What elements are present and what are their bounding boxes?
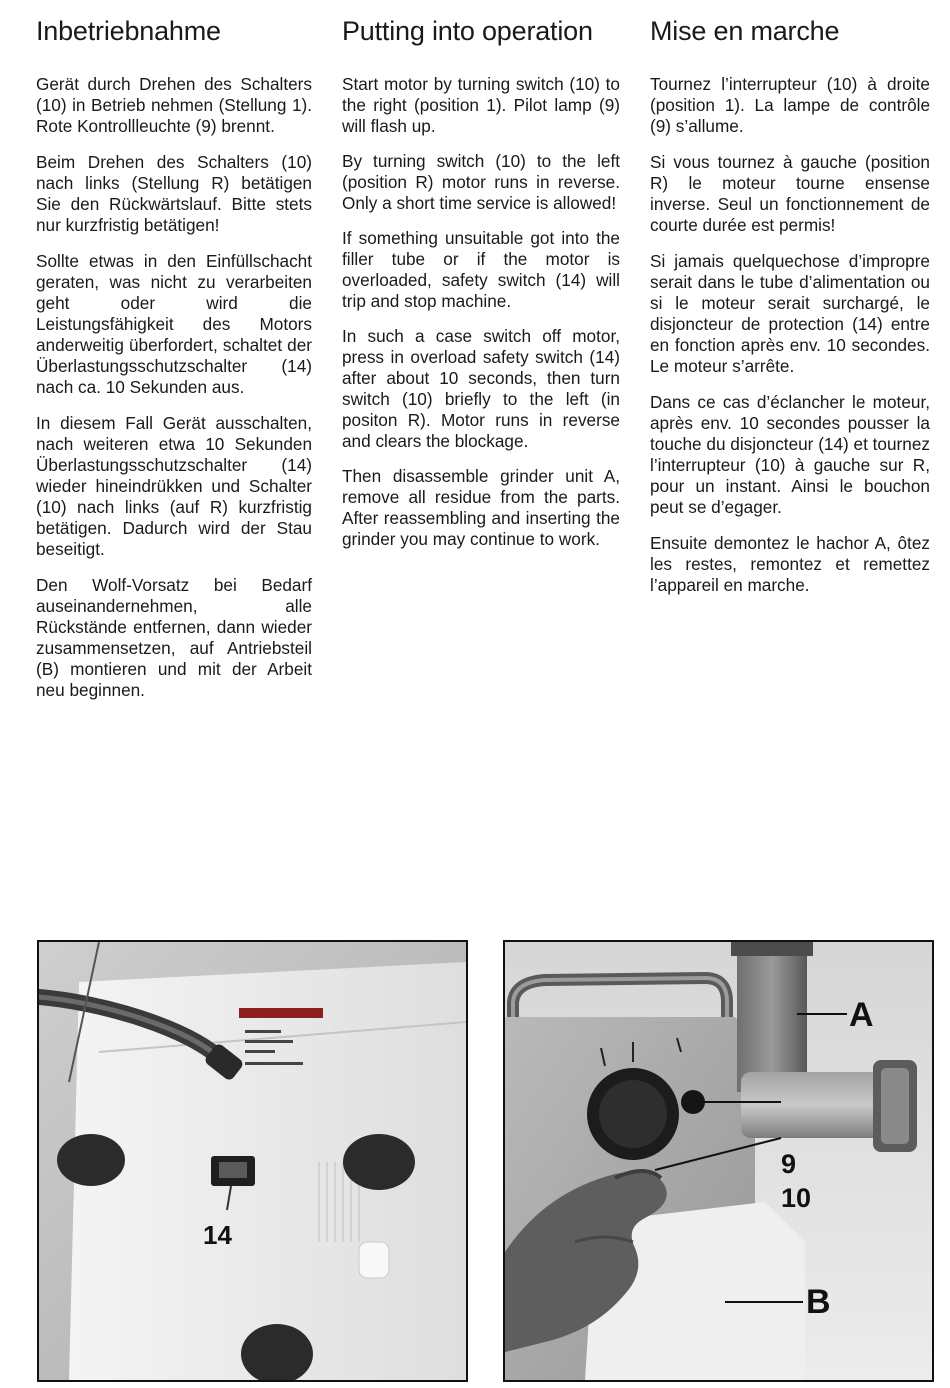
appliance-underside-photo — [37, 940, 468, 1382]
english-paragraph-1: Start motor by turning switch (10) to the right (position 1). Pilot lamp (9) will flash up. — [342, 74, 620, 136]
french-paragraph-3: Si jamais quelquechose d’impropre serait dans le tube d’alimentation ou si le moteur serait surchargé, le disjoncteur de protection (14) entre en fonction après env. 10 secondes. Le moteur s’arrête. — [650, 251, 930, 376]
label-overload-switch: 14 — [203, 1220, 232, 1250]
german-column — [36, 12, 312, 716]
english-paragraph-3: If something unsuitable got into the filler tube or if the motor is overloaded, safety switch (14) will trip and stop machine. — [342, 228, 620, 311]
german-paragraph-4: In diesem Fall Gerät ausschalten, nach weiteren etwa 10 Sekunden Überlastungsschutzschalter (14) wieder hineindrükken und Schalter (10) nach links (auf R) kurzfristig betätigen. Dadurch wird der Stau beseitigt. — [36, 413, 312, 559]
label-pilot-lamp: 9 — [781, 1149, 797, 1179]
french-column — [650, 12, 930, 611]
label-grinder-unit: A — [849, 996, 874, 1034]
german-paragraph-5: Den Wolf-Vorsatz bei Bedarf auseinandernehmen, alle Rückstände entfernen, dann wieder zusammensetzen, auf Antriebsteil (B) montieren und mit der Arbeit neu beginnen. — [36, 575, 312, 700]
label-switch-knob: 10 — [781, 1183, 812, 1213]
english-paragraph-4: In such a case switch off motor, press in overload safety switch (14) after about 10 seconds, then turn switch (10) briefly to the left (in positon R). Motor runs in reverse and clears the blockage. — [342, 326, 620, 451]
english-column — [342, 12, 620, 564]
english-paragraph-2: By turning switch (10) to the left (position R) motor runs in reverse. Only a short time service is allowed! — [342, 151, 620, 213]
french-paragraph-4: Dans ce cas d’éclancher le moteur, après env. 10 secondes pousser la touche du disjoncteur (14) et tournez l’interrupteur (10) à gauche sur R, pour un instant. Ainsi le bouchon peut se d’egager. — [650, 392, 930, 517]
english-heading: Putting into operation — [342, 16, 593, 46]
french-paragraph-1: Tournez l’interrupteur (10) à droite (position 1). La lampe de contrôle (9) s’allume. — [650, 74, 930, 136]
french-paragraph-2: Si vous tournez à gauche (position R) le moteur tourne ensense inverse. Seul un fonctionnement de courte durée est permis! — [650, 152, 930, 235]
german-paragraph-2: Beim Drehen des Schalters (10) nach links (Stellung R) betätigen Sie den Rückwärtslauf. Bitte stets nur kurzfristig betätigen! — [36, 152, 312, 235]
french-paragraph-5: Ensuite demontez le hachor A, ôtez les restes, remontez et remettez l’appareil en marche. — [650, 533, 930, 595]
label-drive-base: B — [806, 1283, 831, 1321]
french-heading: Mise en marche — [650, 16, 840, 46]
german-heading: Inbetriebnahme — [36, 16, 221, 46]
german-paragraph-1: Gerät durch Drehen des Schalters (10) in Betrieb nehmen (Stellung 1). Rote Kontrollleuchte (9) brennt. — [36, 74, 312, 136]
german-paragraph-3: Sollte etwas in den Einfüllschacht geraten, was nicht zu verarbeiten geht oder wird die Leistungsfähigkeit des Motors anderweitig überfordert, schaltet der Überlastungsschutzschalter (14) nach ca. 10 Sekunden aus. — [36, 251, 312, 397]
english-paragraph-5: Then disassemble grinder unit A, remove all residue from the parts. After reassembling and inserting the grinder you may continue to work. — [342, 466, 620, 549]
